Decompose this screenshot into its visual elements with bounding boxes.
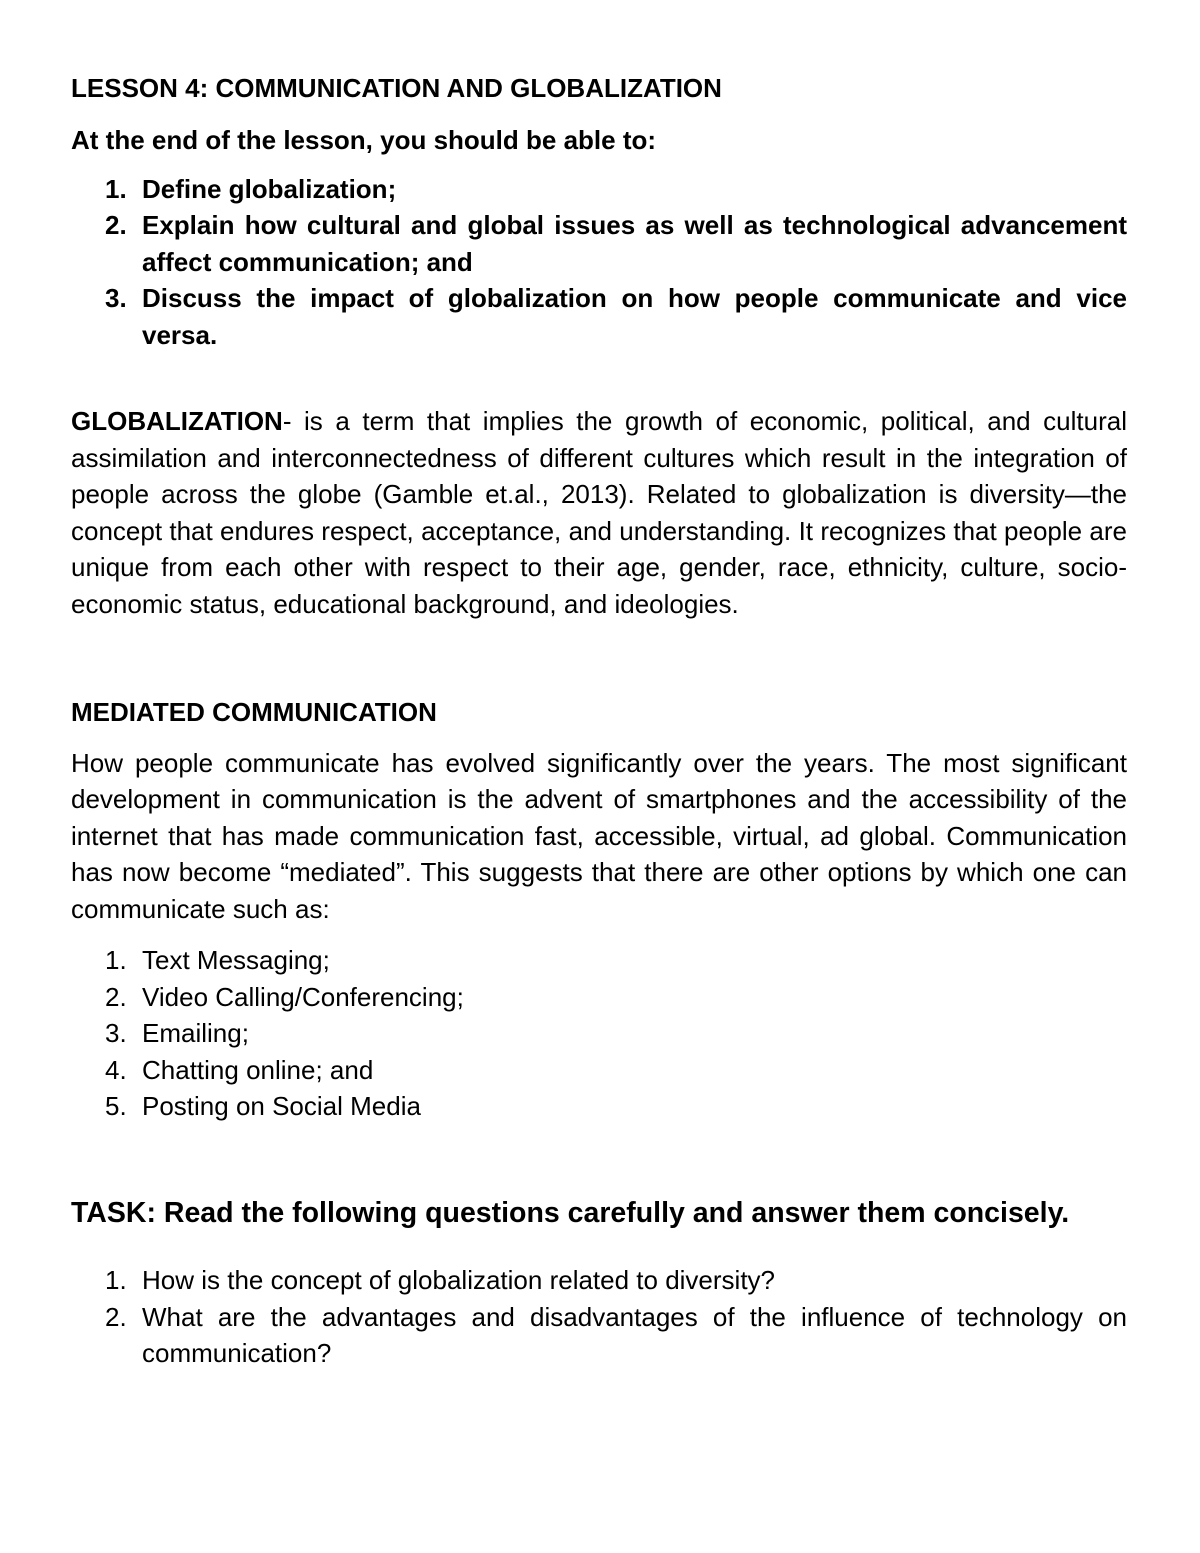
lesson-title: LESSON 4: COMMUNICATION AND GLOBALIZATION [71, 73, 722, 103]
task-instruction: TASK: Read the following questions carefully and answer them concisely. [71, 1196, 1070, 1229]
mediated-body: How people communicate has evolved significantly over the years. The most significant development in communication is the advent of smartphones and the accessibility of the internet that has made communication fast, accessible, virtual, ad global. Communication has now become “mediated”. This suggests that there are other options by which one can communicate such as: [71, 747, 1127, 924]
option-item: 3. Emailing; [105, 1018, 249, 1048]
objectives-list [71, 171, 1127, 354]
globalization-definition [71, 403, 1127, 622]
task-questions-list [71, 1262, 1127, 1372]
objectives-intro: At the end of the lesson, you should be able to: [71, 125, 657, 155]
mediated-options-list [71, 942, 1127, 1125]
objective-item: 1. Define globalization; [105, 173, 397, 204]
option-item: 1. Text Messaging; [105, 945, 330, 975]
document-page [71, 70, 1127, 1372]
question-item: 1. How is the concept of globalization related to diversity? [105, 1265, 776, 1295]
question-item: 2. What are the advantages and disadvantages of the influence of technology on communication? [105, 1301, 1127, 1368]
objective-item: 2. Explain how cultural and global issues as well as technological advancement affect communication; and [105, 210, 1127, 277]
objective-item: 3. Discuss the impact of globalization on how people communicate and vice versa. [105, 283, 1127, 350]
globalization-term: GLOBALIZATION [71, 406, 283, 436]
option-item: 5. Posting on Social Media [105, 1091, 421, 1121]
globalization-definition-text: - is a term that implies the growth of economic, political, and cultural assimilation and interconnectedness of different cultures which result in the integration of people across the globe (Gamble et.al., 2013). Related to globalization is diversity—the concept that endures respect, acceptance, and understanding. It recognizes that people are unique from each other with respect to their age, gender, race, ethnicity, culture, socio-economic status, educational background, and ideologies. [71, 406, 1127, 619]
mediated-heading: MEDIATED COMMUNICATION [71, 697, 437, 727]
option-item: 2. Video Calling/Conferencing; [105, 981, 464, 1012]
option-item: 4. Chatting online; and [105, 1054, 374, 1085]
